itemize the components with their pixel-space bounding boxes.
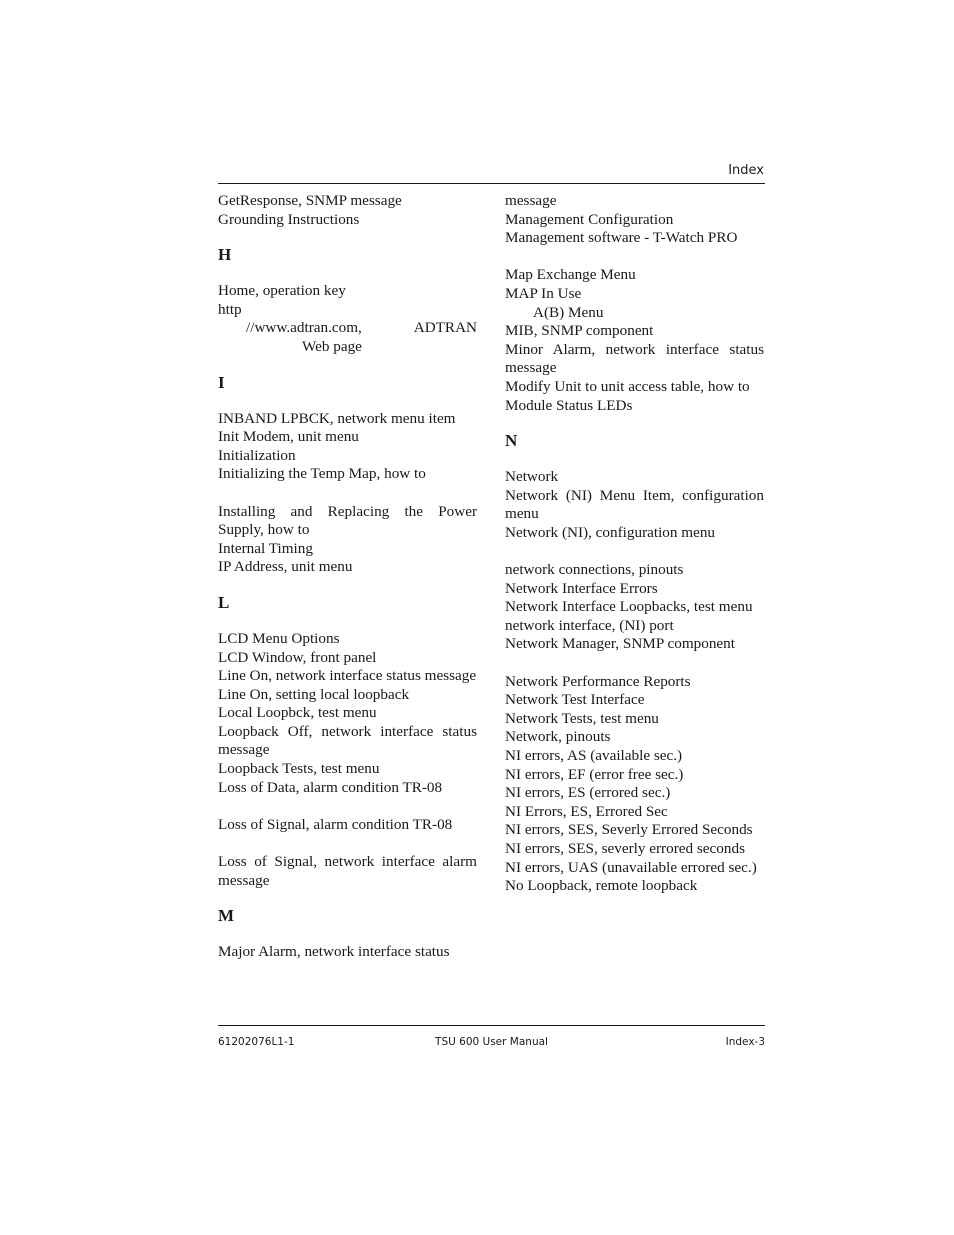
spacer — [218, 834, 477, 853]
index-entry: http — [218, 300, 242, 318]
index-entry: network connections, pinouts — [505, 561, 684, 579]
index-entry: Network Performance Reports — [505, 672, 691, 690]
index-entry: Management software - T-Watch PRO — [505, 229, 738, 247]
index-entry: Initialization — [218, 446, 296, 464]
index-entry: GetResponse, SNMP message — [218, 192, 402, 209]
index-entry: NI errors, SES, severly errored seconds — [505, 840, 745, 857]
index-entry: Installing and Replacing the Power Supply, how to — [218, 502, 477, 539]
index-entry: message — [505, 192, 557, 209]
index-entry: NI errors, ES (errored sec.) — [505, 784, 671, 802]
index-entry: Network Test Interface — [505, 691, 645, 709]
spacer — [505, 248, 764, 267]
index-entry: Grounding Instructions — [218, 210, 360, 228]
index-entry: Loss of Data, alarm condition TR-08 — [218, 778, 443, 796]
index-entry: Network, pinouts — [505, 728, 611, 746]
index-entry: No Loopback, remote loopback — [505, 877, 698, 895]
index-entry: Network (NI), configuration menu — [505, 523, 716, 541]
index-entry: Local Loopbck, test menu — [218, 704, 377, 722]
index-entry: Network Interface Errors — [505, 579, 658, 597]
index-entry: INBAND LPBCK, network menu item — [218, 409, 456, 427]
index-entry: Init Modem, unit menu — [218, 428, 359, 446]
index-subentry: //www.adtran.com, ADTRAN — [246, 319, 477, 337]
index-entry: Network Interface Loopbacks, test menu — [505, 598, 753, 616]
index-entry: Module Status LEDs — [505, 396, 633, 414]
index-entry: LCD Window, front panel — [218, 648, 377, 666]
header-rule — [218, 183, 765, 184]
spacer — [218, 797, 477, 816]
index-entry: Loopback Tests, test menu — [218, 760, 380, 778]
index-letter-heading: H — [218, 245, 232, 265]
index-entry: Loopback Off, network interface status message — [218, 722, 477, 759]
index-entry: Network (NI) Menu Item, configuration menu — [505, 486, 764, 523]
footer-rule — [218, 1025, 765, 1026]
index-entry: Major Alarm, network interface status — [218, 943, 450, 961]
index-entry: Map Exchange Menu — [505, 266, 636, 284]
index-entry: LCD Menu Options — [218, 629, 340, 647]
index-column-right — [505, 192, 764, 896]
index-entry: MIB, SNMP component — [505, 322, 654, 340]
index-entry: Modify Unit to unit access table, how to — [505, 377, 750, 395]
index-entry: NI errors, EF (error free sec.) — [505, 765, 684, 783]
index-letter-heading: N — [505, 431, 518, 451]
index-entry: MAP In Use — [505, 284, 582, 302]
index-entry: NI errors, SES, Severly Errored Seconds — [505, 821, 753, 839]
index-entry: Loss of Signal, alarm condition TR-08 — [218, 815, 453, 833]
page-footer — [218, 1036, 765, 1050]
index-entry: NI errors, UAS (unavailable errored sec.) — [505, 858, 757, 876]
spacer — [218, 484, 477, 503]
index-subentry: A(B) Menu — [533, 303, 604, 321]
index-letter-heading: I — [218, 372, 225, 392]
index-letter-heading: L — [218, 592, 230, 612]
index-entry: NI errors, AS (available sec.) — [505, 747, 683, 765]
index-subentry: Web page — [302, 337, 362, 355]
index-entry: Loss of Signal, network interface alarm message — [218, 853, 477, 889]
index-entry: Line On, network interface status message — [218, 667, 477, 685]
spacer — [505, 543, 764, 562]
manual-title: TSU 600 User Manual — [435, 1036, 548, 1048]
running-header: Index — [728, 163, 764, 178]
document-number: 61202076L1-1 — [218, 1036, 295, 1048]
index-letter-heading: M — [218, 906, 235, 926]
index-entry: network interface, (NI) port — [505, 616, 674, 634]
index-entry: Minor Alarm, network interface status message — [505, 340, 764, 377]
spacer — [505, 654, 764, 673]
index-entry: Network Tests, test menu — [505, 709, 659, 727]
index-entry: Network Manager, SNMP component — [505, 635, 735, 653]
index-entry: Management Configuration — [505, 210, 674, 228]
index-entry: Home, operation key — [218, 282, 346, 300]
index-entry: NI Errors, ES, Errored Sec — [505, 802, 668, 820]
page-number: Index-3 — [725, 1036, 765, 1048]
index-entry: Network — [505, 468, 559, 486]
index-entry: IP Address, unit menu — [218, 558, 353, 576]
index-entry: Initializing the Temp Map, how to — [218, 465, 426, 483]
index-entry: Internal Timing — [218, 539, 313, 557]
index-entry: Line On, setting local loopback — [218, 685, 410, 703]
index-column-left — [218, 192, 477, 962]
